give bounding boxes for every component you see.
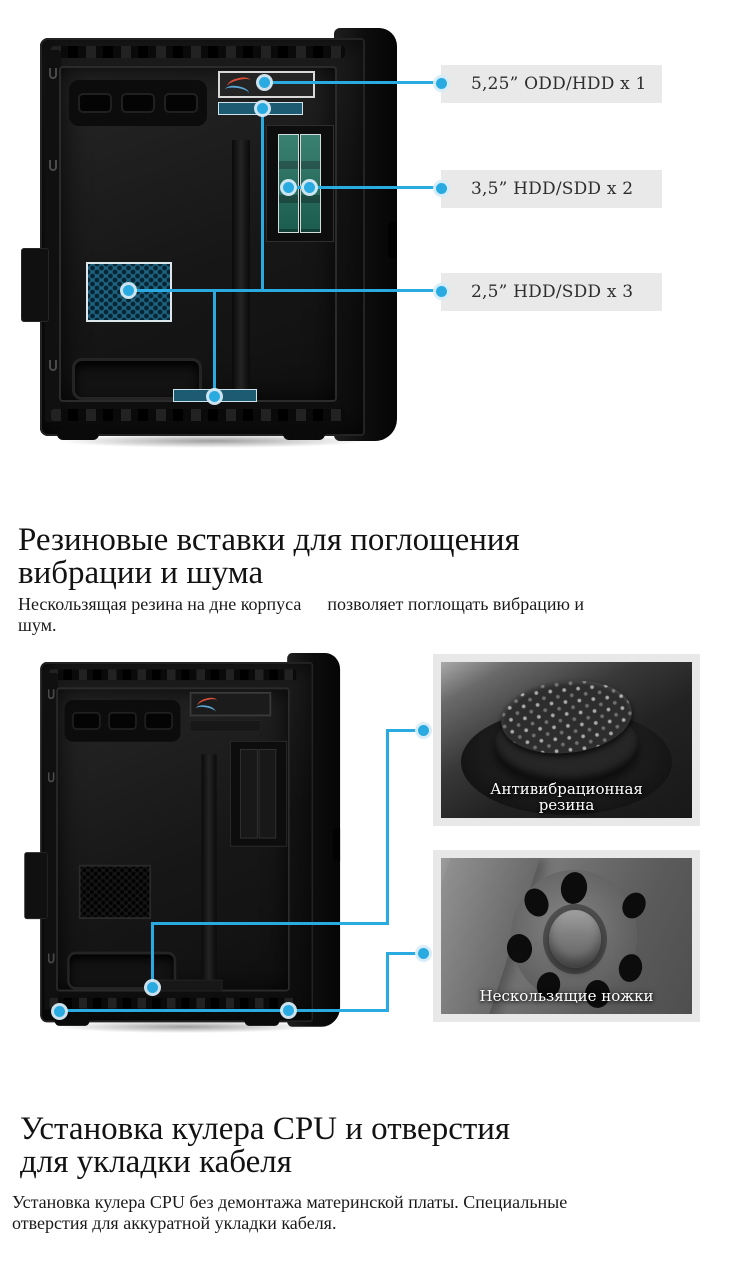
case-pillar <box>232 140 250 402</box>
callout-dot <box>283 1005 294 1016</box>
case-foot <box>54 1017 89 1026</box>
callout-line <box>263 81 444 84</box>
callout-dot <box>54 1006 65 1017</box>
external-bracket <box>21 248 49 322</box>
case-top-vents <box>51 46 345 58</box>
callout-dot <box>418 948 429 959</box>
callout-dot <box>259 77 270 88</box>
callout-line <box>386 729 389 925</box>
case-foot <box>283 430 325 440</box>
callout-label-text: 5,25” ODD/HDD x 1 <box>471 74 647 94</box>
callout-dot <box>147 982 158 993</box>
rubber-section-heading <box>18 524 520 590</box>
callout-dot <box>436 286 447 297</box>
callout-dot <box>283 182 294 193</box>
body-line: Нескользящая резина на дне корпуса позволяет поглощать вибрацию и <box>18 594 585 614</box>
body-line: отверстия для аккуратной укладки кабеля. <box>12 1212 337 1233</box>
u-clip-icon <box>48 953 55 963</box>
callout-dot <box>418 725 429 736</box>
callout-label-hdd-bay <box>441 170 662 208</box>
body-line: шум. <box>18 614 57 635</box>
drive-cage <box>230 741 287 847</box>
callout-dot <box>257 103 268 114</box>
u-clip-icon <box>48 689 55 699</box>
ssd-mount-top <box>190 720 261 732</box>
callout-label-text: 2,5” HDD/SDD x 3 <box>471 282 634 302</box>
heading-line: Установка кулера CPU и отверстия <box>20 1111 511 1147</box>
case-top-vents <box>49 669 296 680</box>
cpu-section-heading <box>20 1113 510 1179</box>
drive-bracket <box>240 749 258 839</box>
drive-cage <box>266 125 334 242</box>
bay-525 <box>190 692 271 716</box>
callout-label-odd-bay <box>441 65 662 103</box>
callout-line <box>213 291 216 399</box>
drive-bracket <box>259 749 277 839</box>
photo-caption: Нескользящие ножки <box>479 987 654 1005</box>
antivibration-rubber-photo <box>441 662 692 818</box>
callout-line <box>127 289 444 292</box>
external-bracket <box>24 852 48 919</box>
cpu-section-body <box>12 1192 567 1233</box>
callout-dot <box>209 391 220 402</box>
ssd-mount-bottom <box>152 980 223 992</box>
foot-stub <box>549 910 601 968</box>
u-clip-icon <box>49 160 57 171</box>
body-line: Установка кулера CPU без демонтажа материнской платы. Специальные <box>12 1192 568 1212</box>
callout-line <box>386 952 389 1012</box>
callout-dot <box>123 285 134 296</box>
callout-dot <box>436 78 447 89</box>
non-slip-feet-photo-card <box>433 850 700 1022</box>
rubber-section-body <box>18 594 584 635</box>
callout-line <box>261 107 264 292</box>
heading-line: Резиновые вставки для поглощения <box>18 522 520 558</box>
case-bottom-vents <box>51 409 345 421</box>
case-pillar <box>201 754 216 991</box>
u-clip-icon <box>49 360 57 371</box>
psu-vent <box>79 865 151 919</box>
heading-line: вибрации и шума <box>18 555 264 591</box>
u-clip-icon <box>48 772 55 782</box>
callout-dot <box>304 182 315 193</box>
case-interior-photo-drive-bays <box>35 28 397 443</box>
photo-caption: Антивибрационная резина <box>490 780 643 814</box>
case-bottom-vents <box>49 998 296 1009</box>
case-foot <box>57 430 99 440</box>
callout-dot <box>436 183 447 194</box>
front-io-block <box>65 700 181 742</box>
u-clip-icon <box>49 68 57 79</box>
non-slip-feet-photo <box>441 858 692 1014</box>
callout-line <box>151 922 154 990</box>
front-io-block <box>69 80 207 126</box>
callout-label-ssd-bay <box>441 273 662 311</box>
callout-line <box>152 922 389 925</box>
case-interior-photo-feet <box>36 653 340 1029</box>
callout-line <box>59 1009 389 1012</box>
heading-line: для укладки кабеля <box>20 1144 292 1180</box>
case-foot <box>244 1017 279 1026</box>
antivibration-rubber-photo-card <box>433 654 700 826</box>
callout-label-text: 3,5” HDD/SDD x 2 <box>471 179 634 199</box>
